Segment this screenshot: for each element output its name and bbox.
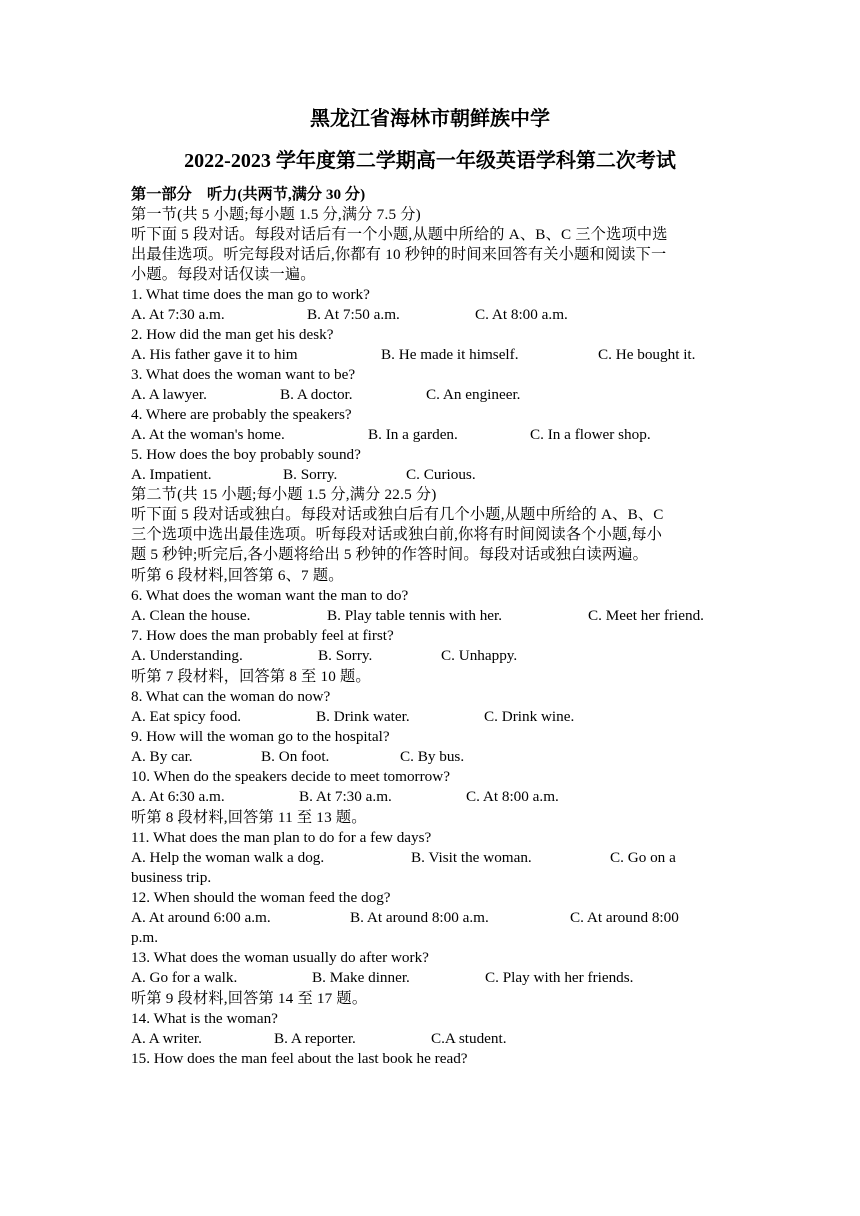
option-c: C. Go on a <box>610 849 676 866</box>
material-heading: 听第 6 段材料,回答第 6、7 题。 <box>131 567 344 584</box>
question-stem: 10. When do the speakers decide to meet tomorrow? <box>131 768 450 785</box>
question-options <box>131 1029 731 1049</box>
question-options <box>131 848 731 888</box>
question-stem: 11. What does the man plan to do for a few days? <box>131 829 432 846</box>
option-c: C. At 8:00 a.m. <box>466 788 559 805</box>
question-stem: 8. What can the woman do now? <box>131 688 331 705</box>
question-options <box>131 968 731 988</box>
question-stem: 1. What time does the man go to work? <box>131 286 370 303</box>
option-c: C. Meet her friend. <box>588 607 704 624</box>
option-b: B. Drink water. <box>316 708 410 725</box>
section2-heading: 第二节(共 15 小题;每小题 1.5 分,满分 22.5 分) <box>131 486 437 503</box>
option-c: C. He bought it. <box>598 346 696 363</box>
option-c-continued: business trip. <box>131 869 212 886</box>
option-c: C. An engineer. <box>426 386 521 403</box>
option-a: A. At the woman's home. <box>131 426 285 443</box>
option-a: A. By car. <box>131 748 193 765</box>
option-a: A. A lawyer. <box>131 386 207 403</box>
option-b: B. A reporter. <box>274 1030 356 1047</box>
question-options <box>131 305 731 325</box>
option-a: A. His father gave it to him <box>131 346 298 363</box>
section1-instruction-line: 小题。每段对话仅读一遍。 <box>131 266 316 283</box>
question-stem: 7. How does the man probably feel at first? <box>131 627 394 644</box>
option-b: B. Sorry. <box>283 466 338 483</box>
option-a: A. Impatient. <box>131 466 212 483</box>
option-a: A. At around 6:00 a.m. <box>131 909 271 926</box>
option-b: B. At 7:50 a.m. <box>307 306 400 323</box>
material-heading: 听第 7 段材料，回答第 8 至 10 题。 <box>131 668 371 685</box>
option-c: C. Drink wine. <box>484 708 575 725</box>
option-b: B. At around 8:00 a.m. <box>350 909 489 926</box>
option-b: B. Make dinner. <box>312 969 410 986</box>
exam-title: 2022-2023 学年度第二学期高一年级英语学科第二次考试 <box>184 150 676 172</box>
part-heading: 第一部分 听力(共两节,满分 30 分) <box>131 186 366 203</box>
option-a: A. At 6:30 a.m. <box>131 788 225 805</box>
question-stem: 2. How did the man get his desk? <box>131 326 334 343</box>
option-a: A. Eat spicy food. <box>131 708 242 725</box>
option-a: A. A writer. <box>131 1030 202 1047</box>
question-options <box>131 787 731 807</box>
question-options <box>131 425 731 445</box>
material-heading: 听第 8 段材料,回答第 11 至 13 题。 <box>131 809 367 826</box>
option-b: B. On foot. <box>261 748 330 765</box>
option-c: C. At around 8:00 <box>570 909 679 926</box>
question-stem: 12. When should the woman feed the dog? <box>131 889 391 906</box>
option-c-continued: p.m. <box>131 929 159 946</box>
question-stem: 9. How will the woman go to the hospital? <box>131 728 390 745</box>
question-options <box>131 606 731 626</box>
option-b: B. A doctor. <box>280 386 353 403</box>
question-stem: 15. How does the man feel about the last book he read? <box>131 1050 468 1067</box>
question-stem: 13. What does the woman usually do after work? <box>131 949 429 966</box>
option-b: B. Play table tennis with her. <box>327 607 503 624</box>
option-c: C.A student. <box>431 1030 507 1047</box>
option-a: A. Help the woman walk a dog. <box>131 849 325 866</box>
question-stem: 5. How does the boy probably sound? <box>131 446 361 463</box>
school-name: 黑龙江省海林市朝鲜族中学 <box>310 108 550 130</box>
question-options <box>131 908 731 948</box>
question-options <box>131 465 731 485</box>
question-stem: 14. What is the woman? <box>131 1010 278 1027</box>
option-a: A. At 7:30 a.m. <box>131 306 225 323</box>
section2-instruction-line: 听下面 5 段对话或独白。每段对话或独白后有几个小题,从题中所给的 A、B、C <box>131 506 664 523</box>
question-stem: 4. Where are probably the speakers? <box>131 406 352 423</box>
section2-instruction-line: 三个选项中选出最佳选项。听每段对话或独白前,你将有时间阅读各个小题,每小 <box>131 526 663 543</box>
section1-heading: 第一节(共 5 小题;每小题 1.5 分,满分 7.5 分) <box>131 206 421 223</box>
option-b: B. Visit the woman. <box>411 849 532 866</box>
option-c: C. Unhappy. <box>441 647 518 664</box>
section2-instruction-line: 题 5 秒钟;听完后,各小题将给出 5 秒钟的作答时间。每段对话或独白读两遍。 <box>131 546 649 563</box>
option-a: A. Clean the house. <box>131 607 251 624</box>
option-c: C. Play with her friends. <box>485 969 634 986</box>
question-options <box>131 707 731 727</box>
exam-content <box>131 185 731 1069</box>
option-c: C. By bus. <box>400 748 465 765</box>
question-options <box>131 747 731 767</box>
option-a: A. Understanding. <box>131 647 243 664</box>
question-options <box>131 345 731 365</box>
option-b: B. He made it himself. <box>381 346 519 363</box>
question-stem: 6. What does the woman want the man to do? <box>131 587 409 604</box>
option-b: B. At 7:30 a.m. <box>299 788 392 805</box>
option-b: B. In a garden. <box>368 426 458 443</box>
option-b: B. Sorry. <box>318 647 373 664</box>
option-c: C. Curious. <box>406 466 476 483</box>
material-heading: 听第 9 段材料,回答第 14 至 17 题。 <box>131 990 368 1007</box>
option-c: C. In a flower shop. <box>530 426 651 443</box>
section1-instruction-line: 出最佳选项。听完每段对话后,你都有 10 秒钟的时间来回答有关小题和阅读下一 <box>131 246 667 263</box>
question-options <box>131 646 731 666</box>
question-stem: 3. What does the woman want to be? <box>131 366 356 383</box>
section1-instruction-line: 听下面 5 段对话。每段对话后有一个小题,从题中所给的 A、B、C 三个选项中选 <box>131 226 668 243</box>
option-c: C. At 8:00 a.m. <box>475 306 568 323</box>
option-a: A. Go for a walk. <box>131 969 238 986</box>
question-options <box>131 385 731 405</box>
